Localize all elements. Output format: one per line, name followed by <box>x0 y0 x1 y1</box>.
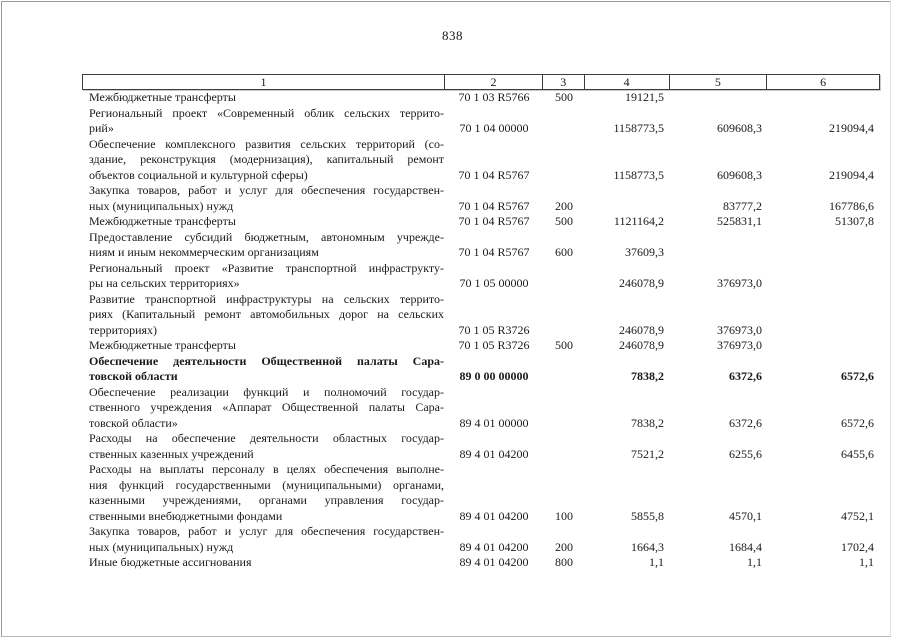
amount-col4-cell: 7521,2 <box>631 446 664 461</box>
amount-col4-cell: 246078,9 <box>619 322 664 337</box>
classification-code-cell: 70 1 04 R5767 <box>458 198 530 213</box>
amount-col5-cell <box>670 230 768 261</box>
table-row <box>82 230 880 261</box>
header-cell-4: 4 <box>585 75 670 89</box>
classification-code-cell: 70 1 04 R5767 <box>458 167 530 182</box>
expense-type-code-cell: 100 <box>555 508 573 523</box>
amount-col5-cell: 6372,6 <box>729 415 762 430</box>
table-row <box>82 292 880 339</box>
label-cell: Расходы на обеспечение деятельности областных государ- ственных казенных учреждений <box>89 431 444 461</box>
expense-type-code-cell: 200 <box>555 198 573 213</box>
classification-code-cell: 89 4 01 04200 <box>459 508 529 523</box>
classification-code-cell: 89 4 01 04200 <box>459 539 529 554</box>
label-cell: Региональный проект «Развитие транспортной инфраструкту- ры на сельских территориях» <box>89 260 444 290</box>
amount-col5-cell: 609608,3 <box>717 167 762 182</box>
header-cell-5: 5 <box>670 75 768 89</box>
expense-type-code-cell <box>543 385 585 432</box>
table-header-row <box>82 74 880 90</box>
expense-type-code-cell: 500 <box>555 90 573 104</box>
table-row <box>82 106 880 137</box>
table-body <box>82 90 880 571</box>
label-cell: Обеспечение реализации функций и полномочий государ- ственного учреждения «Аппарат Общественной палаты Сара- товской области» <box>89 384 444 430</box>
amount-col5-cell: 609608,3 <box>717 121 762 135</box>
expense-type-code-cell <box>543 431 585 462</box>
amount-col6-cell: 219094,4 <box>829 121 874 135</box>
amount-col5-cell: 4570,1 <box>729 508 762 523</box>
header-cell-1: 1 <box>83 75 445 89</box>
amount-col4-cell: 1664,3 <box>631 539 664 554</box>
classification-code-cell: 89 4 01 04200 <box>459 555 529 569</box>
classification-code-cell: 70 1 05 R3726 <box>458 338 530 352</box>
classification-code-cell: 70 1 04 R5767 <box>458 214 530 228</box>
classification-code-cell: 89 4 01 04200 <box>459 446 529 461</box>
label-cell: Межбюджетные трансферты <box>89 90 236 104</box>
amount-col4-cell: 5855,8 <box>631 508 664 523</box>
amount-col4-cell: 1121164,2 <box>613 214 664 228</box>
amount-col4-cell: 1158773,5 <box>613 121 664 135</box>
amount-col6-cell: 6572,6 <box>841 415 874 430</box>
table-row <box>82 90 880 106</box>
amount-col6-cell <box>768 261 880 292</box>
classification-code-cell: 70 1 03 R5766 <box>458 90 530 104</box>
table-row <box>82 524 880 555</box>
table-row <box>82 137 880 184</box>
amount-col5-cell: 376973,0 <box>717 276 762 290</box>
expense-type-code-cell: 600 <box>555 245 573 259</box>
amount-col4-cell: 1,1 <box>649 555 664 569</box>
table-row <box>82 462 880 524</box>
expense-type-code-cell <box>543 292 585 339</box>
classification-code-cell: 70 1 05 R3726 <box>458 322 530 337</box>
amount-col6-cell <box>768 338 880 354</box>
table-row <box>82 354 880 385</box>
expense-type-code-cell <box>543 261 585 292</box>
table-row <box>82 385 880 432</box>
amount-col6-cell: 167786,6 <box>829 198 874 213</box>
table-row <box>82 183 880 214</box>
amount-col5-cell: 376973,0 <box>717 338 762 352</box>
amount-col5-cell: 83777,2 <box>723 198 762 213</box>
label-cell: Обеспечение комплексного развития сельских территорий (со- здание, реконструкция (модернизация), капитальный ремонт объектов социальной и культурной сферы) <box>89 136 444 182</box>
table-row <box>82 261 880 292</box>
amount-col4-cell: 19121,5 <box>625 90 664 104</box>
amount-col5-cell: 525831,1 <box>717 214 762 228</box>
budget-table <box>82 74 880 571</box>
amount-col4-cell: 246078,9 <box>619 276 664 290</box>
expense-type-code-cell <box>543 354 585 385</box>
label-cell: Межбюджетные трансферты <box>89 338 236 352</box>
classification-code-cell: 89 0 00 00000 <box>459 369 529 383</box>
expense-type-code-cell <box>543 137 585 184</box>
expense-type-code-cell: 200 <box>555 539 573 554</box>
amount-col6-cell: 1,1 <box>859 555 874 569</box>
amount-col6-cell: 1702,4 <box>841 539 874 554</box>
label-cell: Обеспечение деятельности Общественной палаты Сара- товской области <box>89 353 444 383</box>
label-cell: Закупка товаров, работ и услуг для обеспечения государствен- ных (муниципальных) нужд <box>89 183 444 213</box>
amount-col6-cell: 6572,6 <box>841 369 874 383</box>
label-cell: Межбюджетные трансферты <box>89 214 236 228</box>
amount-col6-cell: 219094,4 <box>829 167 874 182</box>
amount-col4-cell <box>585 183 670 214</box>
amount-col6-cell <box>768 90 880 106</box>
classification-code-cell: 70 1 05 00000 <box>459 276 529 290</box>
table-row <box>82 214 880 230</box>
table-row <box>82 431 880 462</box>
expense-type-code-cell <box>543 106 585 137</box>
amount-col5-cell: 1,1 <box>747 555 762 569</box>
label-cell: Предоставление субсидий бюджетным, автономным учрежде- ниям и иным некоммерческим организациям <box>89 229 444 259</box>
amount-col4-cell: 246078,9 <box>619 338 664 352</box>
amount-col5-cell: 376973,0 <box>717 322 762 337</box>
amount-col5-cell <box>670 90 768 106</box>
header-cell-3: 3 <box>543 75 585 89</box>
table-row <box>82 555 880 571</box>
expense-type-code-cell: 800 <box>555 555 573 569</box>
amount-col5-cell: 6255,6 <box>729 446 762 461</box>
amount-col4-cell: 37609,3 <box>625 245 664 259</box>
label-cell: Расходы на выплаты персоналу в целях обеспечения выполне- ния функций государственными (муниципальными) органами, казенными учреждениями, органами управления государ- ственными внебюджетными фондами <box>89 462 444 523</box>
amount-col5-cell: 6372,6 <box>729 369 762 383</box>
amount-col6-cell <box>768 230 880 261</box>
amount-col6-cell: 4752,1 <box>841 508 874 523</box>
table-row <box>82 338 880 354</box>
label-cell: Развитие транспортной инфраструктуры на сельских террито- риях (Капитальный ремонт автомобильных дорог на сельских территориях) <box>89 291 444 337</box>
label-cell: Региональный проект «Современный облик сельских террито- рий» <box>89 105 444 135</box>
page-number: 838 <box>442 28 463 43</box>
amount-col5-cell: 1684,4 <box>729 539 762 554</box>
header-cell-2: 2 <box>445 75 543 89</box>
amount-col6-cell: 51307,8 <box>835 214 874 228</box>
amount-col6-cell <box>768 292 880 339</box>
expense-type-code-cell: 500 <box>555 214 573 228</box>
expense-type-code-cell: 500 <box>555 338 573 352</box>
label-cell: Иные бюджетные ассигнования <box>89 555 252 569</box>
classification-code-cell: 70 1 04 00000 <box>459 121 529 135</box>
header-cell-6: 6 <box>820 75 827 89</box>
amount-col4-cell: 7838,2 <box>631 369 664 383</box>
classification-code-cell: 70 1 04 R5767 <box>458 245 530 259</box>
label-cell: Закупка товаров, работ и услуг для обеспечения государствен- ных (муниципальных) нужд <box>89 524 444 554</box>
classification-code-cell: 89 4 01 00000 <box>459 415 529 430</box>
amount-col4-cell: 7838,2 <box>631 415 664 430</box>
amount-col4-cell: 1158773,5 <box>613 167 664 182</box>
amount-col6-cell: 6455,6 <box>841 446 874 461</box>
